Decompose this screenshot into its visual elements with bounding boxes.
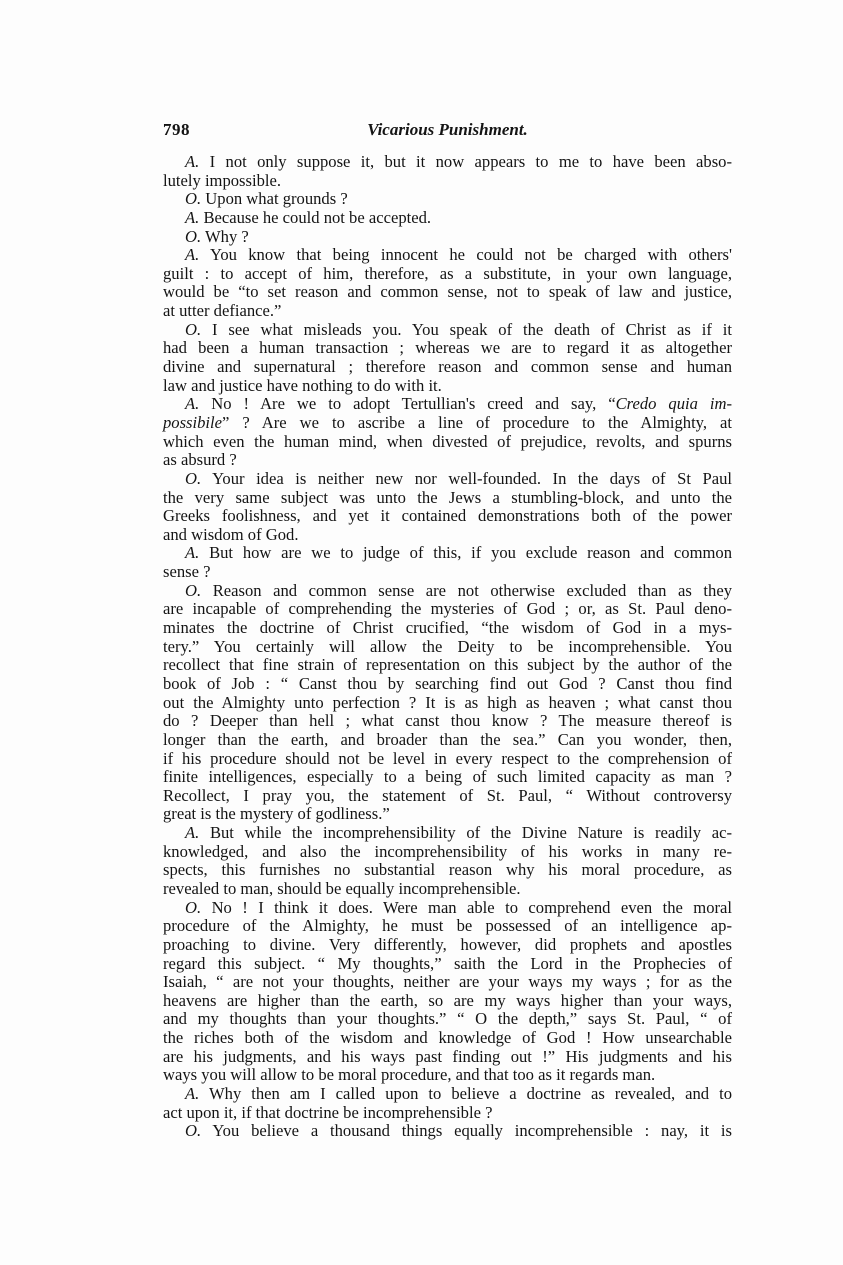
latin-quote: possibile [163,412,223,432]
line-text: You believe a thousand things equally incomprehensible : nay, it is [201,1121,732,1141]
line-text: the very same subject was unto the Jews a stumbling-block, and unto the [163,487,732,507]
text-line [163,899,732,918]
text-line [163,358,732,377]
line-text: No ! Are we to adopt Tertullian's creed and say, “ [199,394,616,414]
speaker-label: A. [185,245,200,265]
speaker-label: O. [185,1121,202,1141]
text-line [163,153,732,172]
text-line [163,489,732,508]
text-line [163,339,732,358]
text-line [163,302,732,321]
text-line [163,563,732,582]
line-text: revealed to man, should be equally incomprehensible. [163,878,521,898]
text-line [163,675,732,694]
line-text: are incapable of comprehending the mysteries of God ; or, as St. Paul deno- [163,599,732,619]
running-head [163,120,732,142]
line-text: ways you will allow to be moral procedure, and that too as it regards man. [163,1065,656,1085]
text-line [163,936,732,955]
line-text: at utter defiance.” [163,301,282,321]
text-line [163,750,732,769]
line-text: But how are we to judge of this, if you exclude reason and common [199,543,732,563]
speaker-label: A. [185,207,200,227]
text-line [163,190,732,209]
line-text: which even the human mind, when divested of prejudice, revolts, and spurns [163,431,732,451]
text-line [163,824,732,843]
line-text: divine and supernatural ; therefore reason and common sense and human [163,357,732,377]
line-text: out the Almighty unto perfection ? It is as high as heaven ; what canst thou [163,692,732,712]
line-text: Because he could not be accepted. [199,207,432,227]
text-line [163,470,732,489]
line-text: lutely impossible. [163,170,281,190]
text-line [163,433,732,452]
text-line [163,507,732,526]
text-line [163,1029,732,1048]
latin-quote: Credo quia im- [615,394,732,414]
line-text: law and justice have nothing to do with it. [163,375,442,395]
line-text: great is the mystery of godliness.” [163,804,390,824]
speaker-label: O. [185,468,202,488]
text-line [163,1048,732,1067]
speaker-label: A. [185,152,200,171]
line-text: ” ? Are we to ascribe a line of procedure to the Almighty, at [222,412,732,432]
text-line [163,973,732,992]
line-text: finite intelligences, especially to a being of such limited capacity as man ? [163,767,732,787]
text-line [163,1010,732,1029]
line-text: regard this subject. “ My thoughts,” saith the Lord in the Prophecies of [163,953,732,973]
text-line [163,880,732,899]
text-line [163,321,732,340]
text-line [163,917,732,936]
dialogue-body-text [163,153,732,1141]
text-line [163,209,732,228]
line-text: procedure of the Almighty, he must be possessed of an intelligence ap- [163,916,732,936]
line-text: the riches both of the wisdom and knowledge of God ! How unsearchable [163,1028,732,1048]
line-text: Why then am I called upon to believe a doctrine as revealed, and to [199,1084,732,1104]
line-text: minates the doctrine of Christ crucified, “the wisdom of God in a mys- [163,618,732,638]
line-text: heavens are higher than the earth, so are my ways higher than your ways, [163,990,732,1010]
line-text: had been a human transaction ; whereas we are to regard it as altogether [163,338,732,358]
text-line [163,414,732,433]
text-line [163,992,732,1011]
line-text: But while the incomprehensibility of the Divine Nature is readily ac- [199,823,732,843]
speaker-label: O. [185,226,202,246]
text-line [163,694,732,713]
line-text: You know that being innocent he could not be charged with others' [199,245,732,265]
text-line [163,843,732,862]
text-line [163,638,732,657]
text-line [163,526,732,545]
line-text: book of Job : “ Canst thou by searching find out God ? Canst thou find [163,673,732,693]
line-text: tery.” You certainly will allow the Deity to be incomprehensible. You [163,636,732,656]
text-line [163,600,732,619]
line-text: No ! I think it does. Were man able to comprehend even the moral [201,897,732,917]
text-line [163,451,732,470]
line-text: and my thoughts than your thoughts.” “ O the depth,” says St. Paul, “ of [163,1009,732,1029]
speaker-label: O. [185,319,202,339]
line-text: Recollect, I pray you, the statement of St. Paul, “ Without controversy [163,785,732,805]
text-line [163,395,732,414]
speaker-label: O. [185,189,202,209]
line-text: Your idea is neither new nor well-founded. In the days of St Paul [201,468,732,488]
line-text: Reason and common sense are not otherwise excluded than as they [201,580,732,600]
text-line [163,805,732,824]
text-line [163,1085,732,1104]
text-line [163,787,732,806]
text-line [163,582,732,601]
line-text: Why ? [201,226,249,246]
text-line [163,228,732,247]
text-line [163,712,732,731]
line-text: if his procedure should not be level in every respect to the comprehension of [163,748,732,768]
line-text: longer than the earth, and broader than the sea.” Can you wonder, then, [163,729,732,749]
text-line [163,265,732,284]
running-title: Vicarious Punishment. [367,120,528,139]
line-text: recollect that fine strain of representation on this subject by the author of the [163,655,732,675]
line-text: Greeks foolishness, and yet it contained demonstrations both of the power [163,506,732,526]
text-line [163,656,732,675]
speaker-label: A. [185,543,200,563]
text-line [163,172,732,191]
line-text: and wisdom of God. [163,524,299,544]
text-line [163,246,732,265]
speaker-label: A. [185,1084,200,1104]
line-text: are his judgments, and his ways past finding out !” His judgments and his [163,1046,732,1066]
text-line [163,1122,732,1141]
text-line [163,1104,732,1123]
page-number: 798 [163,120,190,139]
line-text: I not only suppose it, but it now appears to me to have been abso- [199,152,732,171]
text-line [163,619,732,638]
text-line [163,283,732,302]
speaker-label: A. [185,823,200,843]
speaker-label: A. [185,394,200,414]
line-text: sense ? [163,562,211,582]
line-text: I see what misleads you. You speak of the death of Christ as if it [201,319,732,339]
line-text: do ? Deeper than hell ; what canst thou know ? The measure thereof is [163,711,732,731]
text-line [163,861,732,880]
line-text: Upon what grounds ? [201,189,348,209]
line-text: would be “to set reason and common sense, not to speak of law and justice, [163,282,732,302]
text-line [163,1066,732,1085]
line-text: act upon it, if that doctrine be incomprehensible ? [163,1102,493,1122]
text-line [163,544,732,563]
line-text: spects, this furnishes no substantial reason why his moral procedure, as [163,860,732,880]
text-line [163,955,732,974]
speaker-label: O. [185,897,202,917]
speaker-label: O. [185,580,202,600]
line-text: proaching to divine. Very differently, however, did prophets and apostles [163,934,732,954]
text-line [163,377,732,396]
text-line [163,768,732,787]
line-text: Isaiah, “ are not your thoughts, neither are your ways my ways ; for as the [163,972,732,992]
line-text: guilt : to accept of him, therefore, as a substitute, in your own language, [163,263,732,283]
text-line [163,731,732,750]
line-text: knowledged, and also the incomprehensibility of his works in many re- [163,841,732,861]
line-text: as absurd ? [163,450,237,470]
